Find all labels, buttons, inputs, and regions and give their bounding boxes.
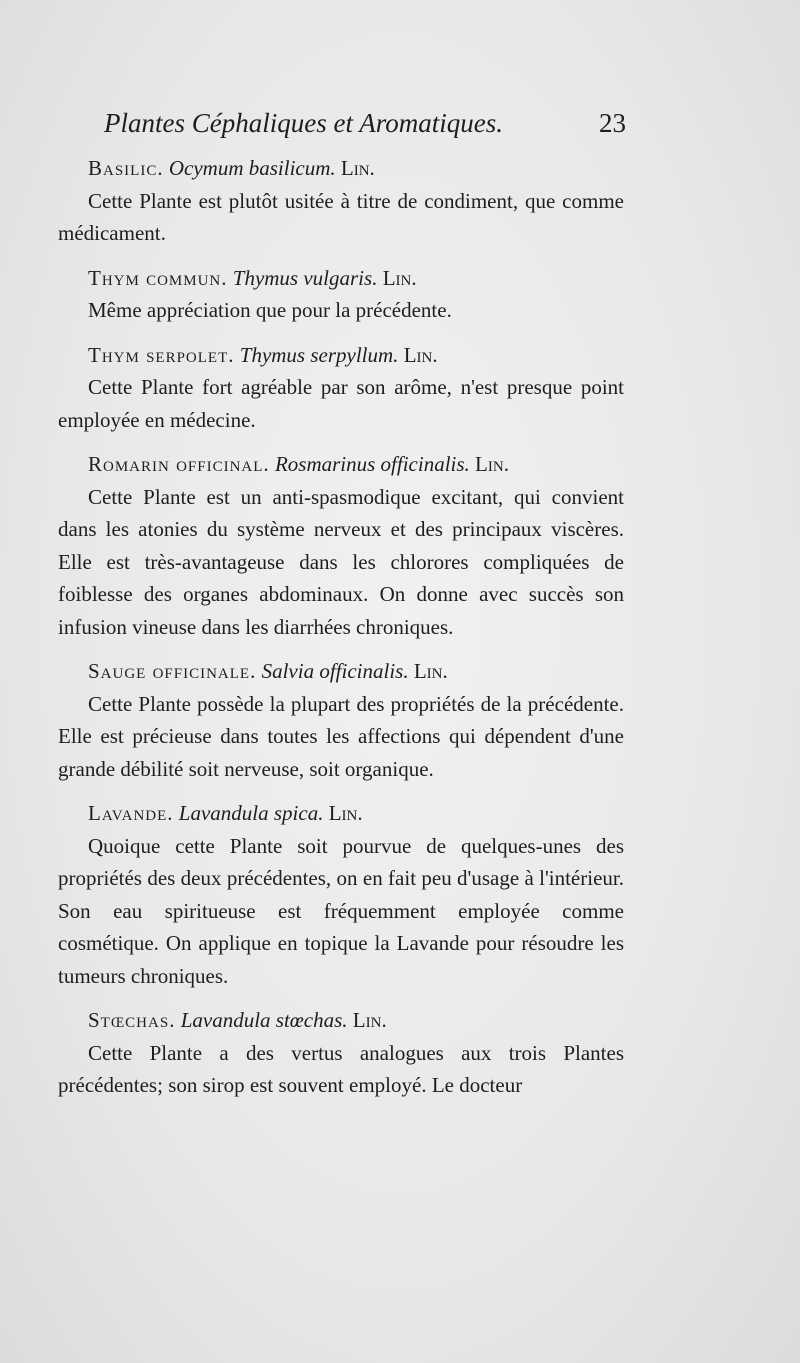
entry-text: Cette Plante est plutôt usitée à titre de condiment, que comme médicament. [58,188,624,245]
latin-name: Rosmarinus officinalis. [274,452,470,476]
plant-name: Romarin officinal. [88,452,270,476]
latin-name: Ocymum basilicum. [168,156,336,180]
linnaeus-abbrev: Lin. [413,659,448,683]
plant-name: Stœchas. [88,1008,176,1032]
plant-entry [58,448,624,643]
linnaeus-abbrev: Lin. [475,452,509,476]
plant-entry [58,152,624,250]
plant-entry [58,797,624,992]
plant-name: Sauge officinale. [88,659,257,683]
latin-name: Lavandula stœchas. [180,1008,348,1032]
entry-title-line [58,262,624,295]
plant-entry [58,339,624,437]
latin-name: Thymus serpyllum. [239,342,399,367]
plant-name: Thym commun. [88,265,228,290]
entry-title-line [58,152,624,185]
latin-name: Thymus vulgaris. [232,265,378,290]
plant-entry [58,1004,624,1102]
entry-text: Cette Plante fort agréable par son arôme, n'est presque point employée en médecine. [58,375,624,432]
entry-title-line [58,1004,624,1037]
page-body [58,152,624,1114]
linnaeus-abbrev: Lin. [382,265,417,290]
running-title: Plantes Céphaliques et Aromatiques. [104,108,503,138]
plant-name: Lavande. [88,801,174,825]
latin-name: Salvia officinalis. [261,659,409,683]
plant-name: Thym serpolet. [88,342,235,367]
linnaeus-abbrev: Lin. [352,1008,387,1032]
latin-name: Lavandula spica. [178,801,324,825]
entry-text: Même appréciation que pour la précédente. [88,298,452,322]
linnaeus-abbrev: Lin. [340,156,375,180]
entry-title-line [58,797,624,830]
entry-text: Quoique cette Plante soit pourvue de quelques-unes des propriétés des deux précédentes, on en fait peu d'usage à l'intérieur. Son eau spiritueuse est fréquemment employée comme cosmétique. On applique en topique la Lavande pour résoudre les tumeurs chroniques. [58,833,624,988]
page-number: 23 [599,108,626,138]
plant-entry [58,655,624,785]
linnaeus-abbrev: Lin. [328,801,363,825]
entry-text: Cette Plante a des vertus analogues aux trois Plantes précédentes; son sirop est souvent employé. Le docteur [58,1040,624,1097]
entry-title-line [58,339,624,372]
entry-text: Cette Plante possède la plupart des propriétés de la précédente. Elle est précieuse dans toutes les affections qui dépendent d'une grande débilité soit nerveuse, soit organique. [58,691,624,781]
running-header [104,108,626,139]
entry-title-line [58,448,624,481]
entry-text: Cette Plante est un anti-spasmodique excitant, qui convient dans les atonies du système nerveux et des principaux viscères. Elle est très-avantageuse dans les chlorores compliquées de foiblesse des organes abdominaux. On donne avec succès son infusion vineuse dans les diarrhées chroniques. [58,484,624,639]
entry-title-line [58,655,624,688]
plant-name: Basilic. [88,156,164,180]
plant-entry [58,262,624,327]
linnaeus-abbrev: Lin. [403,342,438,367]
